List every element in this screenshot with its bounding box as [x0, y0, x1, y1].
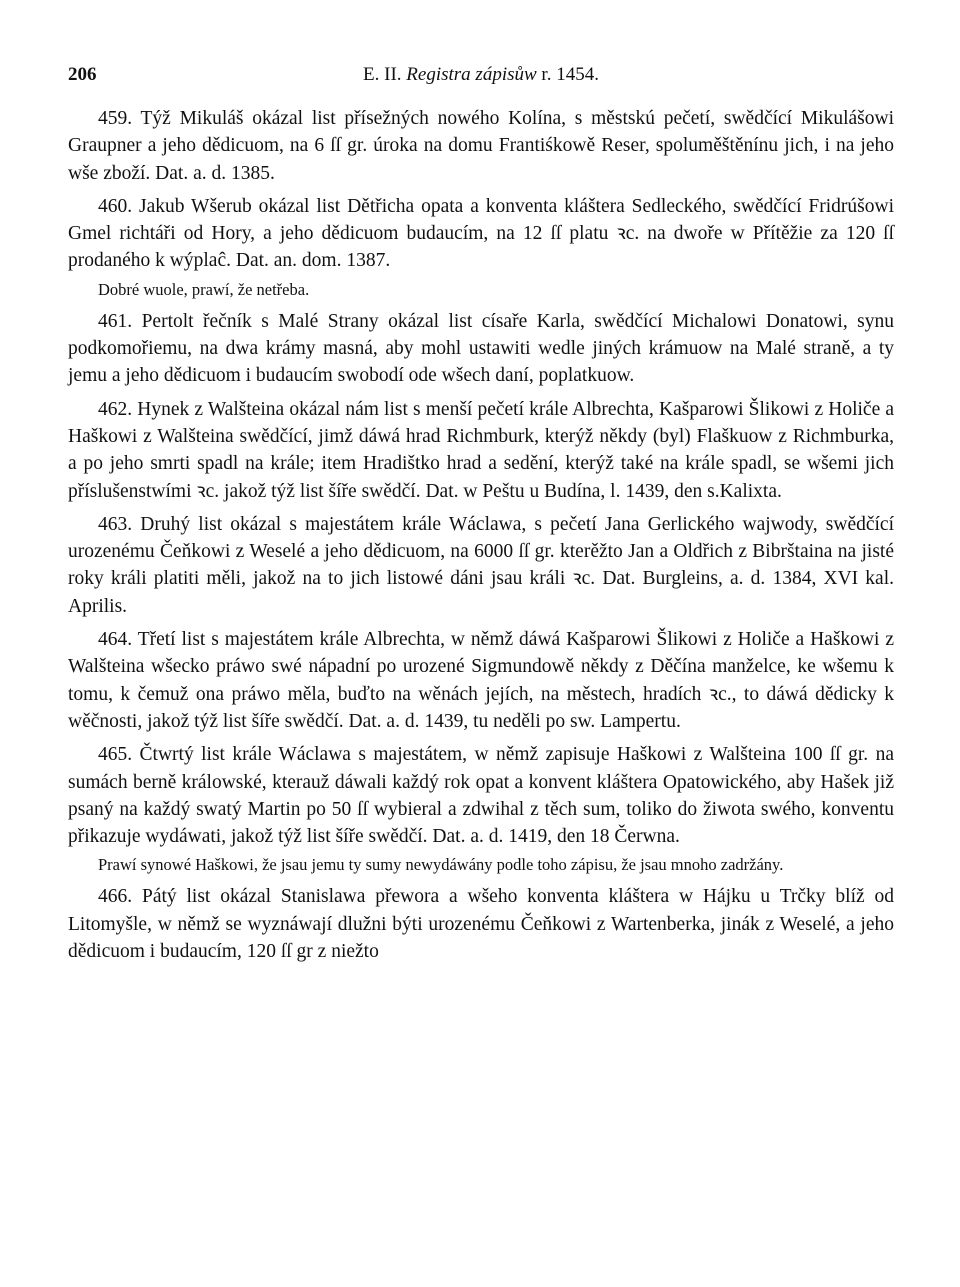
- entry-462: [68, 396, 894, 505]
- entry-463: [68, 511, 894, 620]
- entry-text: Třetí list s majestátem krále Albrechta, w němž dáwá Kašparowi Šlikowi z Holiče a Haškowi z Walšteina wšecko práwo swé nápadní po urozené Sigmundowě někdy z Děčína manželce, ke wšemu k tomu, k čemuž ona práwo měla, buďto na wěnách jejích, na městech, hradích ꝛc., to dáwá dědicky k wěčnosti, jakož týž list šíře swědčí. Dat. a. d. 1439, tu neděli po sw. Lampertu.: [68, 629, 894, 732]
- entry-note: Prawí synowé Haškowi, že jsau jemu ty sumy newydáwány podle toho zápisu, že jsau mnoho zadržány.: [98, 855, 784, 875]
- entry-459: [68, 105, 894, 187]
- entry-460: [68, 193, 894, 275]
- entry-text: Jakub Wšerub okázal list Dětřicha opata a konventa kláštera Sedleckého, swědčící Fridrúšowi Gmel richtáři od Hory, a jeho dědicuom budaucím, na 12 ſſ platu ꝛc. na dwoře w Přítěžie za 120 ſſ prodaného k wýplaĉ. Dat. an. dom. 1387.: [68, 195, 894, 272]
- entry-number: 465.: [98, 744, 133, 766]
- page-body: [68, 105, 894, 971]
- entry-number: 459.: [98, 108, 133, 129]
- entry-text: Týž Mikuláš okázal list přísežných nowého Kolína, s městskú pečetí, swědčící Mikulášowi Graupner a jeho dědicuom, na 6 ſſ gr. úroka na domu Frantiśkowě Reser, spoluměštěnínu jich, i na jeho wše zboží. Dat. a. d. 1385.: [68, 108, 894, 184]
- entry-465: [68, 741, 894, 850]
- entry-text: Čtwrtý list krále Wáclawa s majestátem, w němž zapisuje Haškowi z Walšteina 100 ſſ gr. na sumách berně králowské, kterauž dáwali každý rok opat a konvent kláštera Opatowického, aby Hašek již psaný na každý swatý Martin po 50 ſſ wybieral a zdwihal z těch sum, toliko do žiwota swého, konventu přikazuje wydáwati, jakož týž list šíře swědčí. Dat. a. d. 1419, den 18 Čerwna.: [68, 744, 894, 848]
- entry-number: 461.: [98, 310, 133, 332]
- title-year: r. 1454.: [541, 64, 599, 85]
- entry-number: 462.: [98, 398, 133, 420]
- entry-text: Hynek z Walšteina okázal nám list s menší pečetí krále Albrechta, Kašparowi Šlikowi z Holiče a Haškowi z Walšteina swědčící, jimž dáwá hrad Richmburk, kterýž někdy (byl) Flaškuow z Richmburka, a po jeho smrti spadl na krále; item Hradištko hrad a sedění, kterýž také na krále spadl, se wšemi jich příslušenstwími ꝛc. jakož týž list šíře swědčí. Dat. w Peštu u Budína, l. 1439, den s.Kalixta.: [68, 398, 895, 502]
- entry-text: Druhý list okázal s majestátem krále Wáclawa, s pečetí Jana Gerlického wajwody, swědčící urozenému Čeňkowi z Weselé a jeho dědicuom, na 6000 ſſ gr. kterěžto Jan a Oldřich z Bibrštaina na jisté roky králi platiti měli, jakož na to jich listowé dáni jsau králi ꝛc. Dat. Burgleins, a. d. 1384, XVI kal. Aprilis.: [68, 513, 895, 617]
- entry-number: 463.: [98, 513, 133, 535]
- entry-text: Pertolt řečník s Malé Strany okázal list císaře Karla, swědčící Michalowi Donatowi, synu podkomořiemu, na dwa krámy masná, aby mohl ustawiti wedle jiných krámuow na Malé straně, a ty jemu a jeho dědicuom i budaucím swobodí ode wšech daní, poplatkuow.: [68, 310, 894, 387]
- title-italic: Registra zápisůw: [406, 64, 537, 85]
- section-label: E. II.: [363, 64, 402, 85]
- running-title: [68, 64, 894, 86]
- entry-number: 460.: [98, 195, 133, 217]
- entry-number: 464.: [98, 629, 133, 651]
- page-number: 206: [68, 64, 97, 85]
- running-header: [68, 64, 894, 92]
- entry-461: [68, 308, 894, 390]
- entry-466: [68, 883, 894, 965]
- entry-text: Pátý list okázal Stanislawa přewora a wšeho konventa kláštera w Hájku u Trčky blíž od Litomyšle, w němž se wyznáwají dlužni býti urozenému Čeňkowi z Wartenberka, jinák z Weselé, a jeho dědicuom i budaucím, 120 ſſ gr z niežto: [68, 886, 894, 963]
- entry-note: Dobré wuole, prawí, že netřeba.: [98, 279, 310, 299]
- entry-number: 466.: [98, 886, 133, 908]
- entry-464: [68, 626, 894, 735]
